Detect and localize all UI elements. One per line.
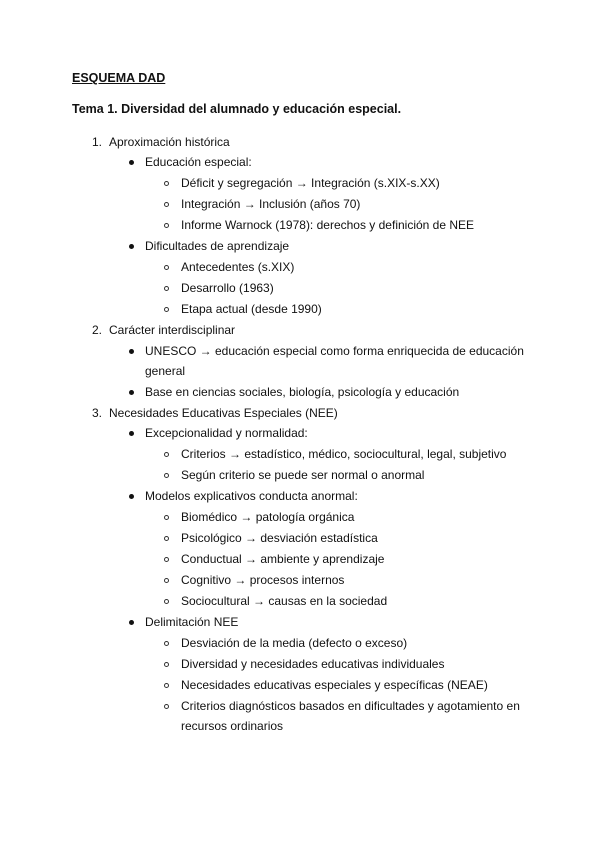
list-item: Base en ciencias sociales, biología, psicología y educación bbox=[145, 385, 460, 399]
bullet-circle bbox=[164, 181, 169, 186]
list-item: Dificultades de aprendizaje bbox=[145, 239, 290, 253]
list-subitem: Etapa actual (desde 1990) bbox=[181, 302, 322, 316]
bullet-disc bbox=[129, 349, 134, 354]
list-subitem-continuation: recursos ordinarios bbox=[181, 719, 284, 733]
list-item: Educación especial: bbox=[145, 155, 252, 169]
list-subitem: Informe Warnock (1978): derechos y definición de NEE bbox=[181, 218, 475, 232]
bullet-disc bbox=[129, 494, 134, 499]
list-subitem: Integración → Inclusión (años 70) bbox=[181, 197, 361, 211]
list-item-continuation: general bbox=[145, 364, 186, 378]
list-subitem: Conductual → ambiente y aprendizaje bbox=[181, 552, 385, 566]
list-subitem: Psicológico → desviación estadística bbox=[181, 531, 378, 545]
bullet-circle bbox=[164, 286, 169, 291]
bullet-disc bbox=[129, 390, 134, 395]
section-heading: Aproximación histórica bbox=[109, 135, 230, 149]
list-subitem: Según criterio se puede ser normal o anormal bbox=[181, 468, 425, 482]
list-subitem: Diversidad y necesidades educativas individuales bbox=[181, 657, 445, 671]
section-number: 3. bbox=[92, 406, 103, 420]
bullet-circle bbox=[164, 662, 169, 667]
list-subitem: Necesidades educativas especiales y específicas (NEAE) bbox=[181, 678, 488, 692]
bullet-disc bbox=[129, 244, 134, 249]
list-subitem: Déficit y segregación → Integración (s.XIX-s.XX) bbox=[181, 176, 440, 190]
section-number: 2. bbox=[92, 323, 103, 337]
list-subitem: Desarrollo (1963) bbox=[181, 281, 274, 295]
bullet-circle bbox=[164, 536, 169, 541]
list-subitem: Sociocultural → causas en la sociedad bbox=[181, 594, 388, 608]
bullet-circle bbox=[164, 515, 169, 520]
list-item: Delimitación NEE bbox=[145, 615, 239, 629]
section-number: 1. bbox=[92, 135, 103, 149]
bullet-circle bbox=[164, 578, 169, 583]
document-title: ESQUEMA DAD bbox=[72, 71, 166, 85]
bullet-circle bbox=[164, 704, 169, 709]
bullet-circle bbox=[164, 265, 169, 270]
bullet-circle bbox=[164, 557, 169, 562]
bullet-circle bbox=[164, 473, 169, 478]
list-subitem: Criterios diagnósticos basados en dificultades y agotamiento en bbox=[181, 699, 520, 713]
list-item: Modelos explicativos conducta anormal: bbox=[145, 489, 358, 503]
list-subitem: Criterios → estadístico, médico, sociocultural, legal, subjetivo bbox=[181, 447, 507, 461]
list-item: Excepcionalidad y normalidad: bbox=[145, 426, 308, 440]
bullet-circle bbox=[164, 683, 169, 688]
bullet-circle bbox=[164, 202, 169, 207]
bullet-circle bbox=[164, 223, 169, 228]
list-subitem: Cognitivo → procesos internos bbox=[181, 573, 345, 587]
bullet-disc bbox=[129, 160, 134, 165]
list-subitem: Desviación de la media (defecto o exceso) bbox=[181, 636, 408, 650]
list-subitem: Antecedentes (s.XIX) bbox=[181, 260, 295, 274]
bullet-circle bbox=[164, 452, 169, 457]
section-heading: Carácter interdisciplinar bbox=[109, 323, 236, 337]
list-subitem: Biomédico → patología orgánica bbox=[181, 510, 355, 524]
section-heading: Necesidades Educativas Especiales (NEE) bbox=[109, 406, 338, 420]
document-subtitle: Tema 1. Diversidad del alumnado y educación especial. bbox=[72, 102, 402, 116]
bullet-circle bbox=[164, 599, 169, 604]
bullet-disc bbox=[129, 431, 134, 436]
bullet-circle bbox=[164, 641, 169, 646]
bullet-disc bbox=[129, 620, 134, 625]
bullet-circle bbox=[164, 307, 169, 312]
list-item: UNESCO → educación especial como forma enriquecida de educación bbox=[145, 344, 524, 358]
